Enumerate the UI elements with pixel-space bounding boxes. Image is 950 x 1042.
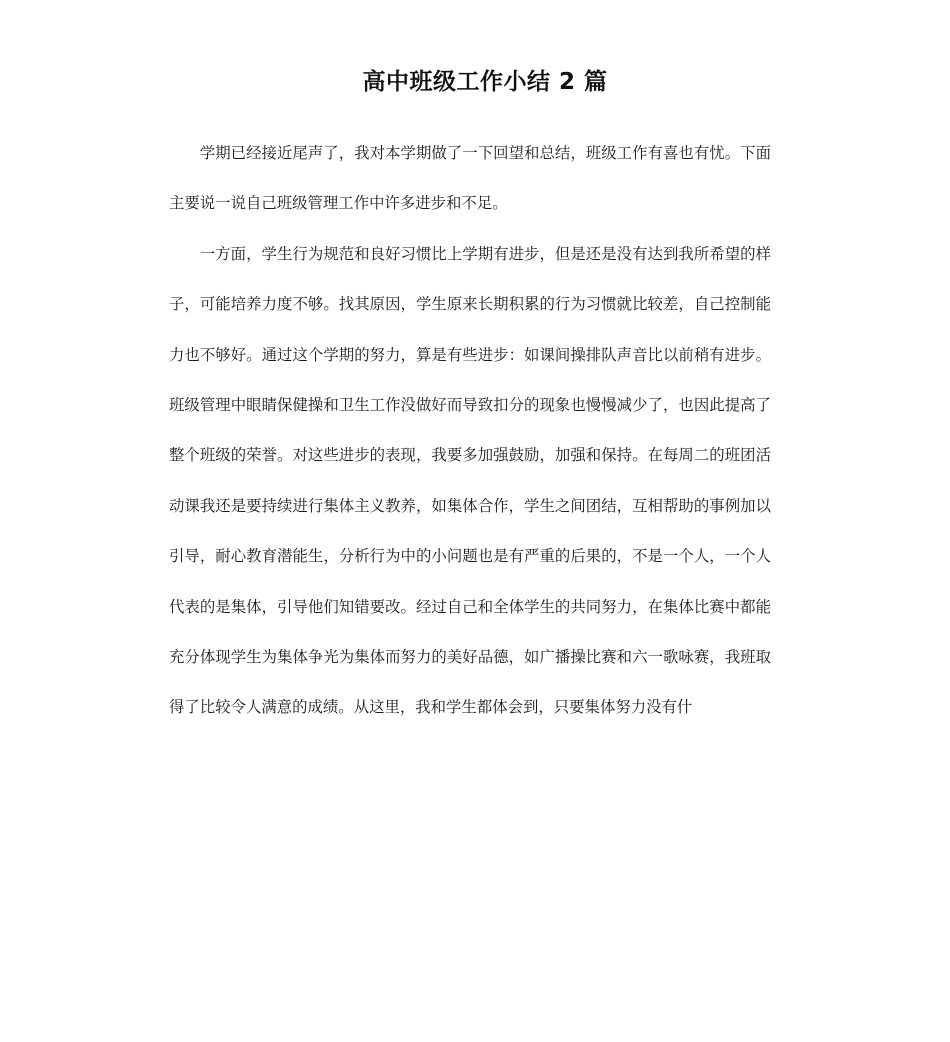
paragraph-intro: 学期已经接近尾声了，我对本学期做了一下回望和总结，班级工作有喜也有忧。下面主要说一说自己班级管理工作中许多进步和不足。 [169,144,771,213]
paragraph-behavior: 一方面，学生行为规范和良好习惯比上学期有进步，但是还是没有达到我所希望的样子，可能培养力度不够。找其原因，学生原来长期积累的行为习惯就比较差，自己控制能力也不够好。通过这个学期的努力，算是有些进步：如课间操排队声音比以前稍有进步。班级管理中眼睛保健操和卫生工作没做好而导致扣分的现象也慢慢减少了，也因此提高了整个班级的荣誉。对这些进步的表现，我要多加强鼓励，加强和保持。在每周二的班团活动课我还是要持续进行集体主义教养，如集体合作，学生之间团结，互相帮助的事例加以引导，耐心教育潜能生，分析行为中的小问题也是有严重的后果的，不是一个人，一个人代表的是集体，引导他们知错要改。经过自己和全体学生的共同努力，在集体比赛中都能充分体现学生为集体争光为集体而努力的美好品德，如广播操比赛和六一歌咏赛，我班取得了比较令人满意的成绩。从这里，我和学生都体会到，只要集体努力没有什 [169,244,771,717]
document-title: 高中班级工作小结 2 篇 [362,69,608,95]
document-body [169,128,771,733]
